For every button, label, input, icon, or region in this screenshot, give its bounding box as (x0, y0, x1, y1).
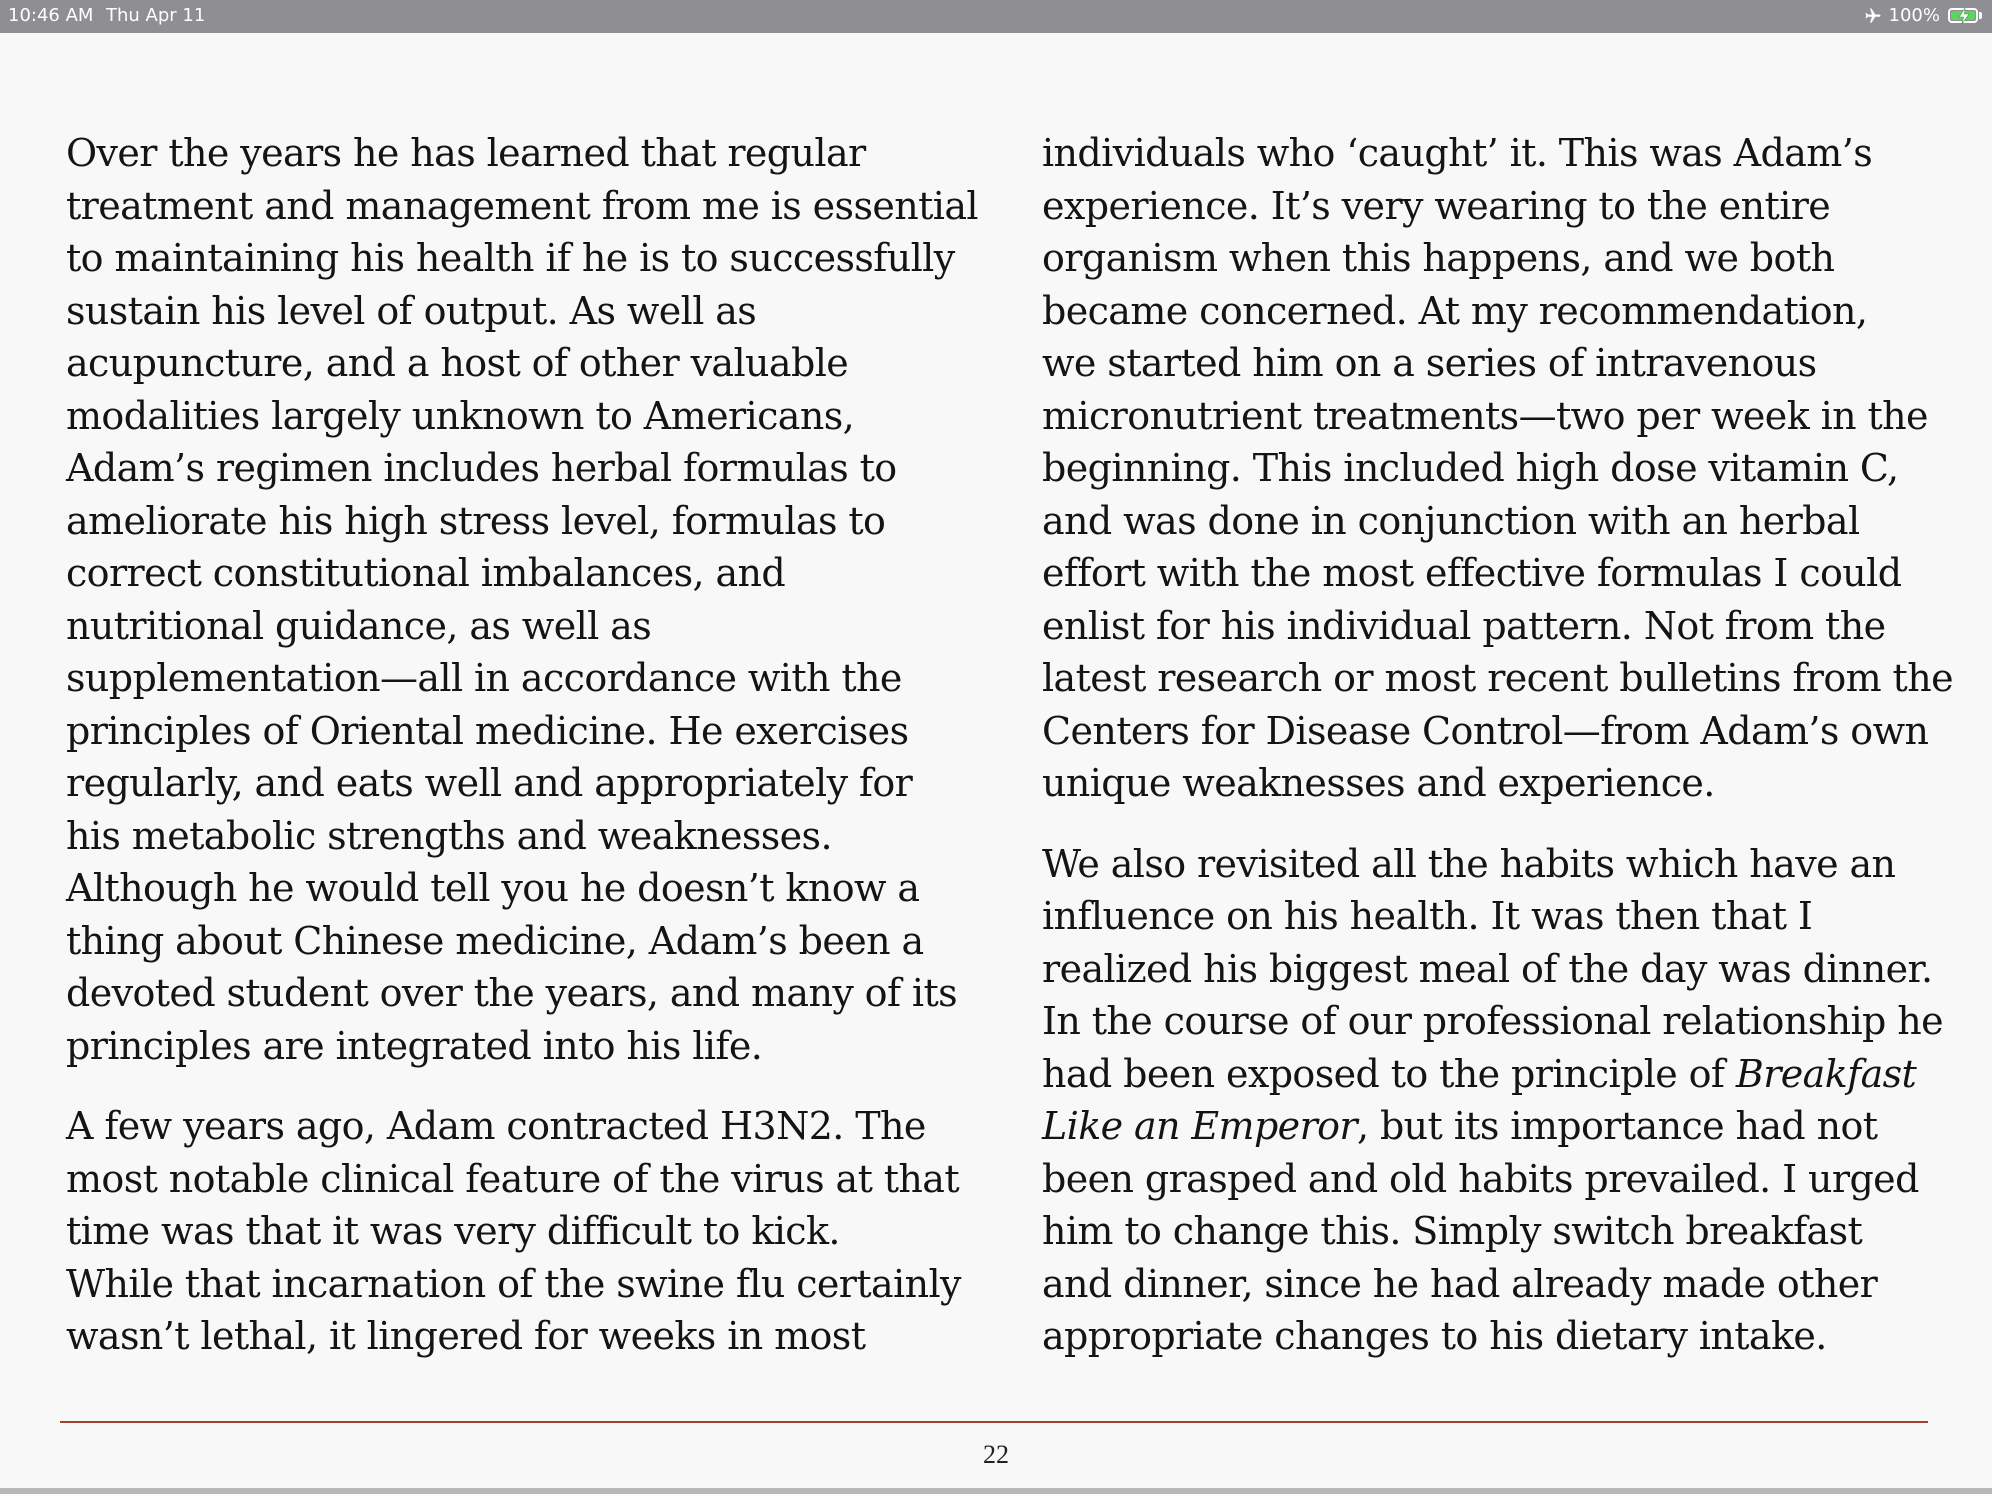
text-line: we started him on a series of intravenous (1042, 341, 1817, 385)
text-line: nutritional guidance, as well as (66, 603, 652, 648)
text-line: appropriate changes to his dietary intake. (1042, 1314, 1827, 1358)
text-line: Over the years he has learned that regular (66, 131, 866, 175)
footer-divider (60, 1421, 1928, 1423)
text-line: and dinner, since he had already made other (1042, 1261, 1878, 1306)
text-line: his metabolic strengths and weaknesses. (66, 813, 832, 858)
text-line: enlist for his individual pattern. Not from the (1042, 603, 1886, 648)
text-line: effort with the most effective formulas I could (1042, 551, 1902, 595)
text-line: been grasped and old habits prevailed. I urged (1042, 1156, 1919, 1201)
text-line: wasn’t lethal, it lingered for weeks in most (66, 1314, 866, 1358)
text-line: sustain his level of output. As well as (66, 288, 757, 333)
text-line: Adam’s regimen includes herbal formulas to (66, 446, 897, 490)
text-line: acupuncture, and a host of other valuable (66, 341, 849, 385)
text-line: influence on his health. It was then that I (1042, 894, 1813, 938)
text-line: Centers for Disease Control—from Adam’s own (1042, 708, 1929, 753)
text-line: ameliorate his high stress level, formulas to (66, 498, 886, 543)
text-line: treatment and management from me is essential (66, 183, 978, 228)
text-column-right (1042, 127, 1953, 1391)
text-line: supplementation—all in accordance with the (66, 656, 902, 700)
italic-title-part: Breakfast (1735, 1051, 1917, 1096)
text-line: realized his biggest meal of the day was dinner. (1042, 946, 1933, 991)
text-line: to maintaining his health if he is to successfully (66, 236, 955, 280)
text-line: latest research or most recent bulletins from the (1042, 656, 1953, 700)
paragraph (1042, 838, 1942, 1363)
text-line: regularly, and eats well and appropriately for (66, 761, 913, 805)
status-indicators (1863, 5, 1982, 26)
paragraph (1042, 127, 1953, 810)
text-line: and was done in conjunction with an herbal (1042, 498, 1860, 543)
text-line: While that incarnation of the swine flu certainly (66, 1261, 961, 1306)
text-line: devoted student over the years, and many of its (66, 971, 958, 1015)
bottom-edge (0, 1488, 1992, 1494)
paragraph (66, 1100, 966, 1363)
text-line-mixed (1042, 1048, 1942, 1101)
text-line: Although he would tell you he doesn’t know a (66, 866, 920, 910)
airplane-icon (1863, 7, 1883, 25)
battery-charging-icon (1948, 8, 1978, 23)
status-bar (0, 0, 1992, 33)
text-line: correct constitutional imbalances, and (66, 551, 786, 595)
text-line: unique weaknesses and experience. (1042, 761, 1715, 805)
text-line: principles are integrated into his life. (66, 1023, 763, 1068)
text-line: experience. It’s very wearing to the entire (1042, 183, 1831, 228)
status-time: 10:46 AM (8, 5, 94, 26)
text-line: We also revisited all the habits which have an (1042, 841, 1896, 886)
text-line-mixed (1042, 1100, 1942, 1153)
text-line: individuals who ‘caught’ it. This was Adam’s (1042, 131, 1873, 175)
text-line: thing about Chinese medicine, Adam’s been a (66, 918, 924, 963)
text-line: A few years ago, Adam contracted H3N2. The (66, 1104, 926, 1148)
page-number: 22 (983, 1440, 1009, 1469)
text-column-left (66, 127, 978, 1391)
text-line: In the course of our professional relationship he (1042, 999, 1944, 1043)
text-line: modalities largely unknown to Americans, (66, 393, 855, 438)
text-line: organism when this happens, and we both (1042, 236, 1835, 280)
text-run: , but its importance had not (1356, 1104, 1878, 1148)
text-run: had been exposed to the principle of (1042, 1051, 1736, 1096)
text-line: him to change this. Simply switch breakfast (1042, 1209, 1863, 1253)
battery-cap (1979, 12, 1982, 19)
text-line: time was that it was very difficult to kick. (66, 1209, 840, 1253)
italic-title-part: Like an Emperor (1042, 1104, 1357, 1148)
text-line: micronutrient treatments—two per week in the (1042, 393, 1928, 438)
text-line: beginning. This included high dose vitamin C, (1042, 446, 1899, 490)
text-line: became concerned. At my recommendation, (1042, 288, 1868, 333)
paragraph (66, 127, 978, 1072)
battery-percentage: 100% (1888, 5, 1940, 26)
charging-bolt-icon (1957, 7, 1971, 25)
text-line: most notable clinical feature of the virus at that (66, 1156, 960, 1201)
text-line: principles of Oriental medicine. He exercises (66, 708, 909, 753)
status-date: Thu Apr 11 (106, 5, 206, 26)
